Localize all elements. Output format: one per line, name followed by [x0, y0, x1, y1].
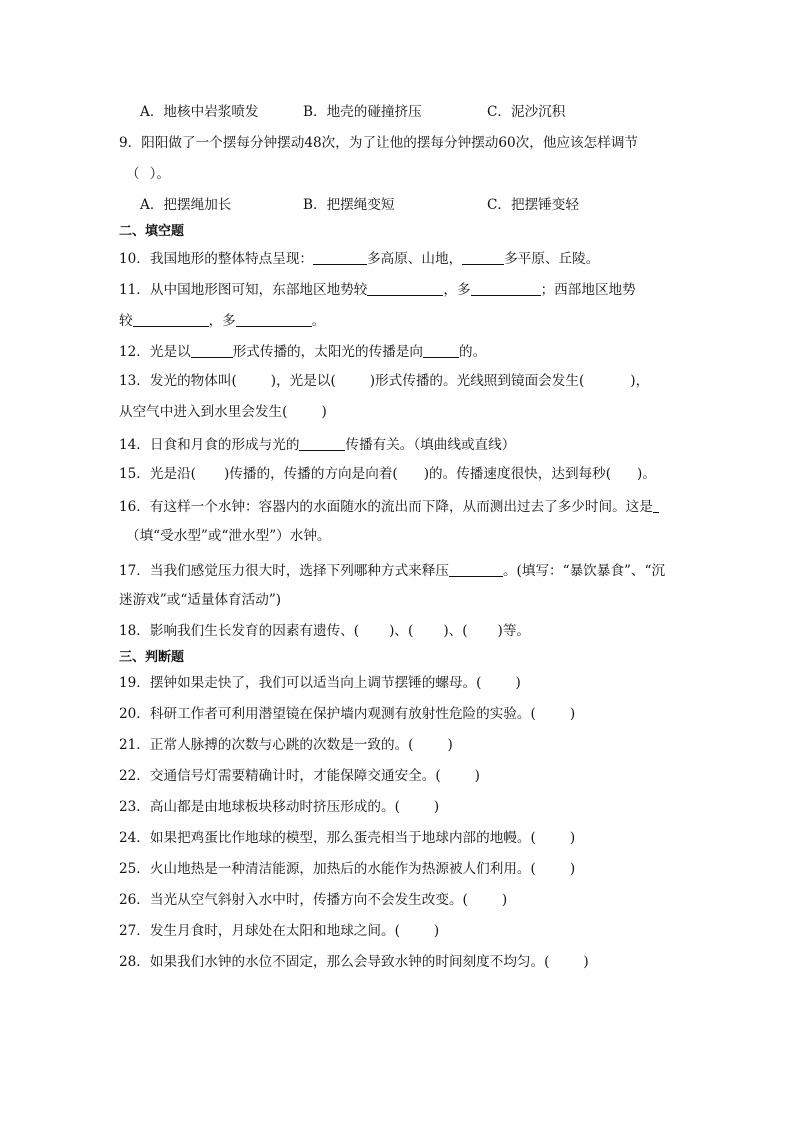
- q9-paren-open: （: [126, 166, 140, 182]
- q8-option-a: A．地核中岩浆喷发: [140, 104, 259, 120]
- q14-blank[interactable]: [299, 437, 345, 451]
- q18: [119, 625, 530, 639]
- q18-part-b: )、(: [389, 623, 414, 639]
- q20-text: 20．科研工作者可利用潜望镜在保护墙内观测有放射性危险的实验。(: [119, 706, 536, 722]
- q9-text: 9．阳阳做了一个摆每分钟摆动48次，为了让他的摆每分钟摆动60次，他应该怎样调节: [119, 135, 639, 151]
- q25: [119, 863, 575, 877]
- q19-paren-close: ): [515, 675, 521, 691]
- q14-part-b: 传播有关。（填曲线或直线）: [345, 437, 516, 453]
- q26-paren-close: ): [501, 892, 508, 908]
- q11-part-e: ，多: [208, 313, 236, 329]
- q10: [119, 251, 599, 267]
- q22-paren-close: ): [474, 768, 480, 784]
- q10-part-b: 多高原、山地，: [367, 251, 463, 267]
- q21-paren-close: ): [447, 737, 453, 753]
- q25-text: 25．火山地热是一种清洁能源，加热后的水能作为热源被人们利用。(: [119, 861, 536, 877]
- q12-blank-2[interactable]: [423, 344, 459, 358]
- q28: [119, 956, 589, 970]
- q22-text: 22．交通信号灯需要精确计时，才能保障交通安全。(: [119, 768, 441, 784]
- q10-part-c: 多平原、丘陵。: [504, 251, 600, 267]
- q11-part-d: 较: [119, 313, 133, 329]
- q11-blank-2[interactable]: [471, 282, 541, 296]
- q16-line2: （填“受水型”或“泄水型”）水钟。: [126, 528, 331, 544]
- q13-part-d: )，: [630, 373, 650, 389]
- q26: [119, 894, 507, 908]
- q17-blank[interactable]: [449, 563, 503, 577]
- q27-text: 27．发生月食时，月球处在太阳和地球之间。(: [119, 923, 400, 939]
- q11-blank-1[interactable]: [367, 282, 443, 296]
- q18-part-a: 18．影响我们生长发育的因素有遗传、(: [119, 623, 360, 639]
- q20-paren-close: ): [569, 706, 576, 722]
- q24-paren-close: ): [569, 830, 576, 846]
- q17-part-b: 。(填写：“暴饮暴食”、“沉: [502, 563, 666, 579]
- q11-part-b: ，多: [443, 282, 471, 298]
- q23-text: 23．高山都是由地球板块移动时挤压形成的。(: [119, 799, 400, 815]
- q27-paren-close: ): [433, 923, 440, 939]
- q11-blank-3[interactable]: [133, 313, 209, 327]
- section-true-false-heading: 三、判断题: [119, 650, 185, 665]
- q9-option-a: A．把摆绳加长: [140, 197, 232, 213]
- q18-part-c: )、(: [443, 623, 468, 639]
- q15-part-c: )的。传播速度很快，达到每秒(: [423, 466, 612, 482]
- q22: [119, 770, 480, 784]
- q10-part-a: 10．我国地形的整体特点呈现：: [119, 251, 314, 267]
- q28-paren-close: ): [583, 954, 589, 970]
- q24-text: 24．如果把鸡蛋比作地球的模型，那么蛋壳相当于地球内部的地幔。(: [119, 830, 536, 846]
- q15-part-b: )传播的，传播的方向是向着(: [223, 466, 398, 482]
- q17-line1: [119, 563, 665, 579]
- q12-blank-1[interactable]: [191, 344, 233, 358]
- q15: [119, 468, 656, 482]
- q12-part-a: 12．光是以: [119, 344, 191, 360]
- q17-part-a: 17．当我们感觉压力很大时，选择下列哪种方式来释压: [119, 563, 449, 579]
- q12-part-b: 形式传播的，太阳光的传播是向: [232, 344, 423, 360]
- q13-part-b: )，光是以(: [270, 373, 336, 389]
- q23-paren-close: ): [433, 799, 440, 815]
- section-fill-in-heading: 二、填空题: [119, 224, 185, 239]
- q14-part-a: 14．日食和月食的形成与光的: [119, 437, 300, 453]
- q8-option-c: C．泥沙沉积: [487, 104, 566, 120]
- q11-part-c: ；西部地区地势: [540, 282, 636, 298]
- q11-blank-4[interactable]: [236, 313, 312, 327]
- q11-part-a: 11．从中国地形图可知，东部地区地势较: [119, 282, 368, 298]
- q23: [119, 801, 439, 815]
- q19: [119, 677, 521, 691]
- q16-blank[interactable]: [653, 499, 659, 513]
- q28-text: 28．如果我们水钟的水位不固定，那么会导致水钟的时间刻度不均匀。(: [119, 954, 550, 970]
- q18-part-d: )等。: [497, 623, 531, 639]
- q13-line2: [119, 406, 327, 420]
- q13-part-c: )形式传播的。光线照到镜面会发生(: [369, 373, 585, 389]
- q13-part-f: ): [321, 404, 327, 420]
- q9-option-c: C．把摆锤变轻: [487, 197, 579, 213]
- q16-line1: [119, 499, 659, 515]
- q20: [119, 708, 575, 722]
- q21-text: 21．正常人脉搏的次数与心跳的次数是一致的。(: [119, 737, 414, 753]
- q27: [119, 925, 439, 939]
- q9-option-b: B．把摆绳变短: [303, 197, 395, 213]
- q24: [119, 832, 575, 846]
- q10-blank-1[interactable]: [313, 251, 367, 265]
- q26-text: 26．当光从空气斜射入水中时，传播方向不会发生改变。(: [119, 892, 468, 908]
- q9-paren-close: ）。: [149, 166, 170, 182]
- q13-part-e: 从空气中进入到水里会发生(: [119, 404, 288, 420]
- q16-part-a: 16．有这样一个水钟：容器内的水面随水的流出而下降，从而测出过去了多少时间。这是: [119, 499, 653, 515]
- q11-line2: [119, 313, 325, 329]
- q12: [119, 344, 486, 360]
- q11-part-f: 。: [311, 313, 326, 329]
- q19-text: 19．摆钟如果走快了，我们可以适当向上调节摆锤的螺母。(: [119, 675, 482, 691]
- q9-answer-line: [126, 168, 170, 182]
- q25-paren-close: ): [569, 861, 576, 877]
- q10-blank-2[interactable]: [462, 251, 504, 265]
- q12-part-c: 的。: [459, 344, 487, 360]
- q17-line2: 迷游戏”或“适量体育活动”): [119, 592, 282, 608]
- q14: [119, 437, 515, 453]
- q15-part-d: )。: [637, 466, 656, 482]
- q15-part-a: 15．光是沿(: [119, 466, 196, 482]
- q21: [119, 739, 453, 753]
- q11-line1: [119, 282, 636, 298]
- q13-line1: [119, 375, 649, 389]
- q8-option-b: B．地壳的碰撞挤压: [303, 104, 422, 120]
- q13-part-a: 13．发光的物体叫(: [119, 373, 237, 389]
